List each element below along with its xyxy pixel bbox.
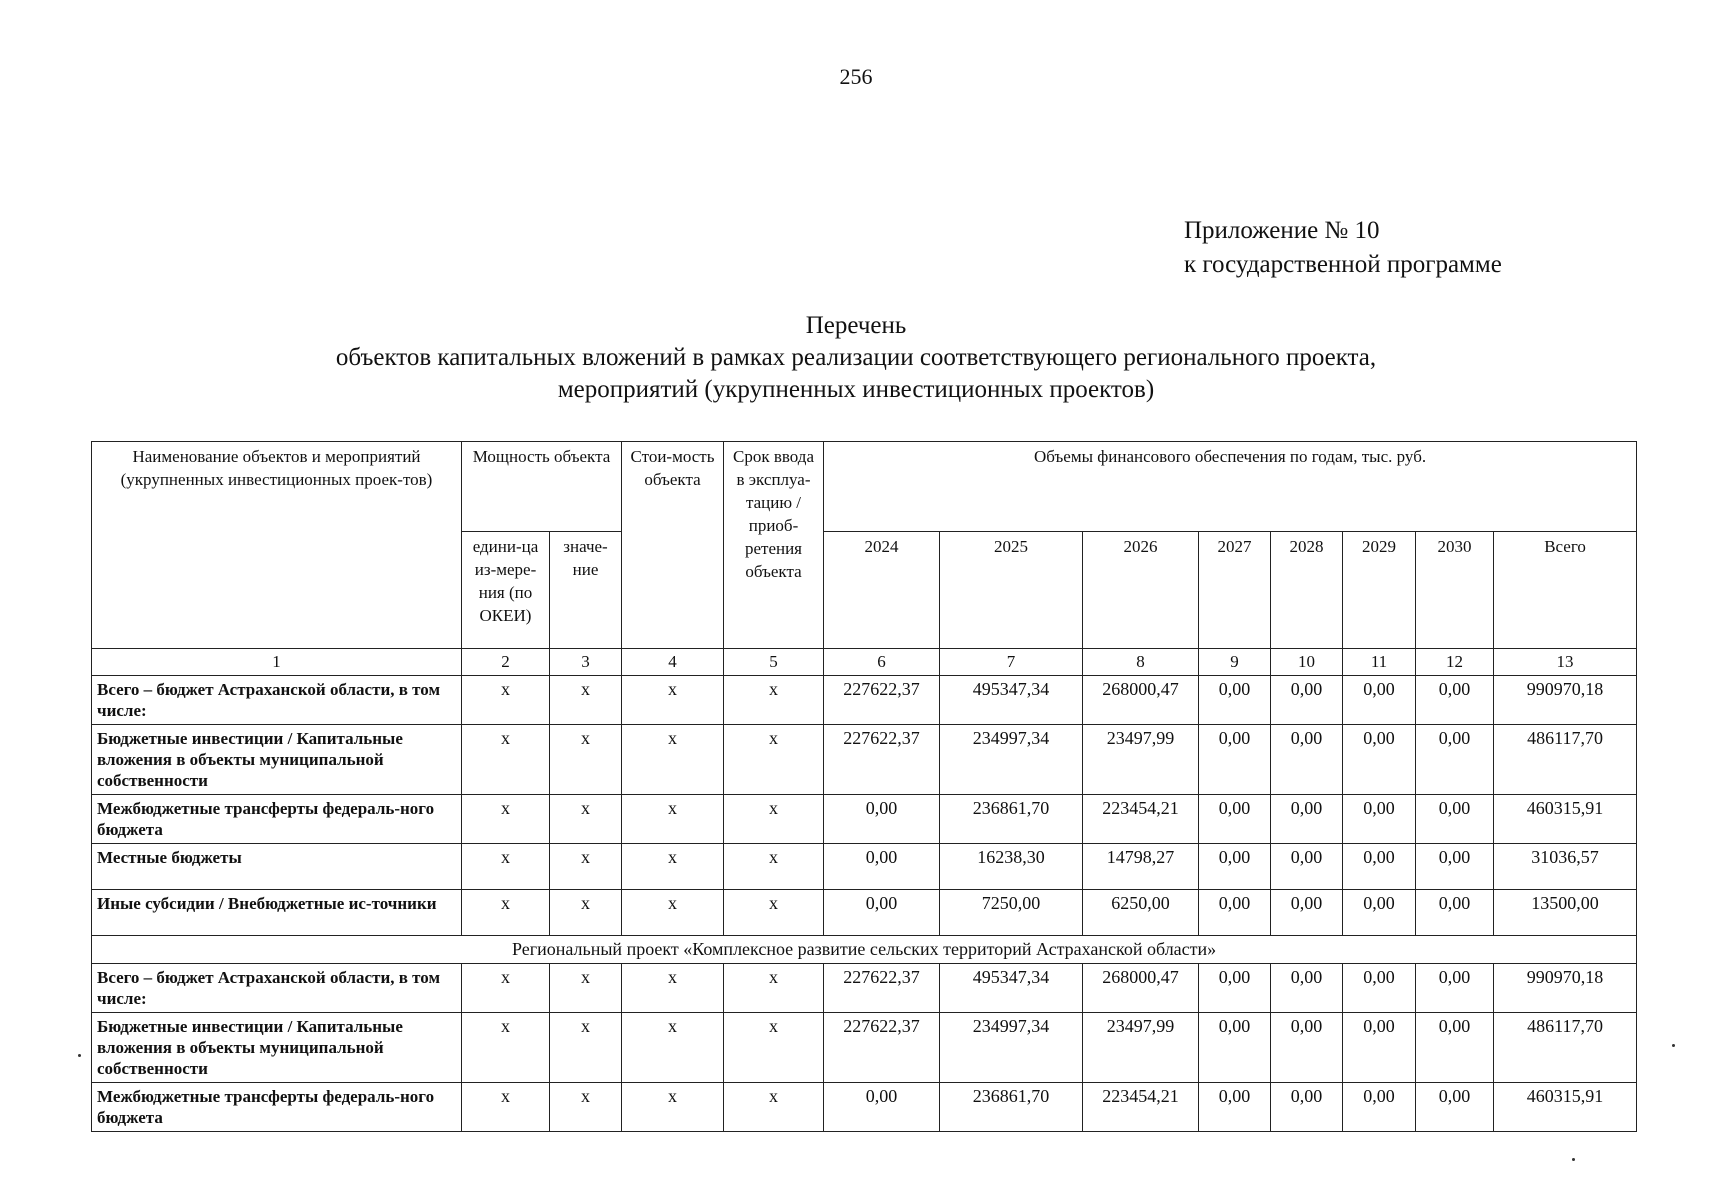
row-attribute-cell: x [724,844,824,890]
header-year-2024: 2024 [824,532,940,649]
table-body [92,649,1637,1132]
row-amount-cell: 460315,91 [1494,1083,1637,1132]
row-attribute-cell: x [550,844,622,890]
row-amount-cell: 0,00 [1416,1013,1494,1083]
column-number: 2 [462,649,550,676]
row-amount-cell: 486117,70 [1494,1013,1637,1083]
header-year-2029: 2029 [1343,532,1416,649]
row-amount-cell: 0,00 [1343,1083,1416,1132]
row-amount-cell: 0,00 [1416,890,1494,936]
row-attribute-cell: x [622,844,724,890]
row-amount-cell: 0,00 [1199,964,1271,1013]
row-amount-cell: 0,00 [1343,725,1416,795]
row-name: Всего – бюджет Астраханской области, в том числе: [92,676,462,725]
row-amount-cell: 486117,70 [1494,725,1637,795]
table-row [92,676,1637,725]
row-amount-cell: 0,00 [1343,890,1416,936]
table-row [92,795,1637,844]
header-funding: Объемы финансового обеспечения по годам, тыс. руб. [824,442,1637,532]
column-number: 7 [940,649,1083,676]
row-amount-cell: 16238,30 [940,844,1083,890]
row-name: Межбюджетные трансферты федераль-ного бюджета [92,1083,462,1132]
row-amount-cell: 0,00 [824,795,940,844]
row-attribute-cell: x [622,1083,724,1132]
section-title: Региональный проект «Комплексное развитие сельских территорий Астраханской области» [92,936,1637,964]
row-amount-cell: 0,00 [1416,844,1494,890]
row-attribute-cell: x [724,795,824,844]
row-amount-cell: 223454,21 [1083,795,1199,844]
row-attribute-cell: x [550,890,622,936]
row-amount-cell: 0,00 [1343,676,1416,725]
row-amount-cell: 7250,00 [940,890,1083,936]
column-number: 4 [622,649,724,676]
appendix-line-1: Приложение № 10 [1184,217,1380,244]
row-amount-cell: 268000,47 [1083,964,1199,1013]
row-amount-cell: 0,00 [1199,795,1271,844]
row-amount-cell: 23497,99 [1083,1013,1199,1083]
row-name: Межбюджетные трансферты федераль-ного бюджета [92,795,462,844]
page-number: 256 [839,64,873,89]
title-line-1: Перечень [805,312,907,339]
header-cost: Стои-мость объекта [622,442,724,649]
section-row [92,936,1637,964]
table-row [92,1083,1637,1132]
row-amount-cell: 236861,70 [940,1083,1083,1132]
row-attribute-cell: x [724,676,824,725]
row-attribute-cell: x [550,1013,622,1083]
row-amount-cell: 495347,34 [940,676,1083,725]
row-name: Бюджетные инвестиции / Капитальные вложения в объекты муниципальной собственности [92,725,462,795]
header-year-2026: 2026 [1083,532,1199,649]
row-attribute-cell: x [462,795,550,844]
row-amount-cell: 223454,21 [1083,1083,1199,1132]
scan-speck [1672,1044,1675,1047]
row-attribute-cell: x [622,725,724,795]
row-amount-cell: 0,00 [1271,676,1343,725]
header-total: Всего [1494,532,1637,649]
row-amount-cell: 6250,00 [1083,890,1199,936]
row-amount-cell: 0,00 [1416,1083,1494,1132]
row-amount-cell: 268000,47 [1083,676,1199,725]
row-name: Бюджетные инвестиции / Капитальные вложения в объекты муниципальной собственности [92,1013,462,1083]
row-amount-cell: 0,00 [1416,795,1494,844]
row-attribute-cell: x [724,725,824,795]
row-amount-cell: 0,00 [1271,890,1343,936]
column-number: 5 [724,649,824,676]
row-name: Местные бюджеты [92,844,462,890]
row-attribute-cell: x [550,795,622,844]
row-amount-cell: 227622,37 [824,676,940,725]
header-deadline: Срок ввода в эксплуа-тацию / приоб-ретения объекта [724,442,824,649]
row-amount-cell: 990970,18 [1494,676,1637,725]
header-unit: едини-ца из-мере-ния (по ОКЕИ) [462,532,550,649]
row-amount-cell: 0,00 [1416,725,1494,795]
row-attribute-cell: x [550,725,622,795]
header-year-2028: 2028 [1271,532,1343,649]
row-amount-cell: 0,00 [1199,1013,1271,1083]
row-amount-cell: 0,00 [1271,844,1343,890]
row-attribute-cell: x [622,795,724,844]
column-number: 3 [550,649,622,676]
row-attribute-cell: x [622,964,724,1013]
row-amount-cell: 0,00 [1271,795,1343,844]
row-amount-cell: 23497,99 [1083,725,1199,795]
row-attribute-cell: x [550,676,622,725]
row-amount-cell: 236861,70 [940,795,1083,844]
row-amount-cell: 495347,34 [940,964,1083,1013]
scan-speck [1572,1158,1575,1161]
column-number: 6 [824,649,940,676]
scan-speck [78,1054,81,1057]
row-amount-cell: 14798,27 [1083,844,1199,890]
row-attribute-cell: x [462,1083,550,1132]
table-row [92,890,1637,936]
header-name: Наименование объектов и мероприятий (укрупненных инвестиционных проек-тов) [92,442,462,649]
header-year-2025: 2025 [940,532,1083,649]
row-amount-cell: 0,00 [824,890,940,936]
appendix-line-2: к государственной программе [1184,251,1502,278]
column-number: 11 [1343,649,1416,676]
row-amount-cell: 0,00 [1199,1083,1271,1132]
row-amount-cell: 0,00 [824,1083,940,1132]
row-amount-cell: 0,00 [1271,1013,1343,1083]
header-value: значе-ние [550,532,622,649]
row-amount-cell: 0,00 [1199,676,1271,725]
column-number: 12 [1416,649,1494,676]
row-attribute-cell: x [462,725,550,795]
row-attribute-cell: x [724,1083,824,1132]
row-amount-cell: 0,00 [1271,964,1343,1013]
row-amount-cell: 0,00 [1343,1013,1416,1083]
row-amount-cell: 0,00 [1416,964,1494,1013]
row-amount-cell: 0,00 [1271,1083,1343,1132]
header-year-2030: 2030 [1416,532,1494,649]
row-attribute-cell: x [724,964,824,1013]
title-line-2: объектов капитальных вложений в рамках реализации соответствующего регионального проекта, [335,344,1377,371]
column-number: 1 [92,649,462,676]
column-number: 10 [1271,649,1343,676]
column-number: 9 [1199,649,1271,676]
table-row [92,964,1637,1013]
row-attribute-cell: x [622,1013,724,1083]
row-attribute-cell: x [724,890,824,936]
row-amount-cell: 0,00 [1343,795,1416,844]
row-amount-cell: 0,00 [1199,844,1271,890]
row-name: Иные субсидии / Внебюджетные ис-точники [92,890,462,936]
row-amount-cell: 0,00 [1416,676,1494,725]
row-amount-cell: 234997,34 [940,725,1083,795]
row-amount-cell: 0,00 [1199,890,1271,936]
header-capacity: Мощность объекта [462,442,622,532]
row-amount-cell: 990970,18 [1494,964,1637,1013]
row-amount-cell: 0,00 [1271,725,1343,795]
table-row [92,844,1637,890]
row-amount-cell: 31036,57 [1494,844,1637,890]
column-number: 8 [1083,649,1199,676]
row-amount-cell: 227622,37 [824,1013,940,1083]
row-attribute-cell: x [622,676,724,725]
header-year-2027: 2027 [1199,532,1271,649]
document-title [0,310,1712,406]
row-attribute-cell: x [462,844,550,890]
row-amount-cell: 0,00 [824,844,940,890]
column-number-row [92,649,1637,676]
row-name: Всего – бюджет Астраханской области, в том числе: [92,964,462,1013]
column-number: 13 [1494,649,1637,676]
row-attribute-cell: x [462,676,550,725]
row-attribute-cell: x [462,890,550,936]
row-attribute-cell: x [550,1083,622,1132]
row-amount-cell: 460315,91 [1494,795,1637,844]
row-attribute-cell: x [462,964,550,1013]
row-amount-cell: 227622,37 [824,964,940,1013]
table-row [92,725,1637,795]
row-attribute-cell: x [622,890,724,936]
row-amount-cell: 13500,00 [1494,890,1637,936]
row-amount-cell: 0,00 [1199,725,1271,795]
row-amount-cell: 227622,37 [824,725,940,795]
row-amount-cell: 0,00 [1343,964,1416,1013]
row-amount-cell: 234997,34 [940,1013,1083,1083]
table-row [92,1013,1637,1083]
row-attribute-cell: x [462,1013,550,1083]
capital-investments-table [91,441,1637,1132]
row-amount-cell: 0,00 [1343,844,1416,890]
appendix-note [1184,214,1502,282]
title-line-3: мероприятий (укрупненных инвестиционных проектов) [557,376,1155,403]
row-attribute-cell: x [550,964,622,1013]
row-attribute-cell: x [724,1013,824,1083]
